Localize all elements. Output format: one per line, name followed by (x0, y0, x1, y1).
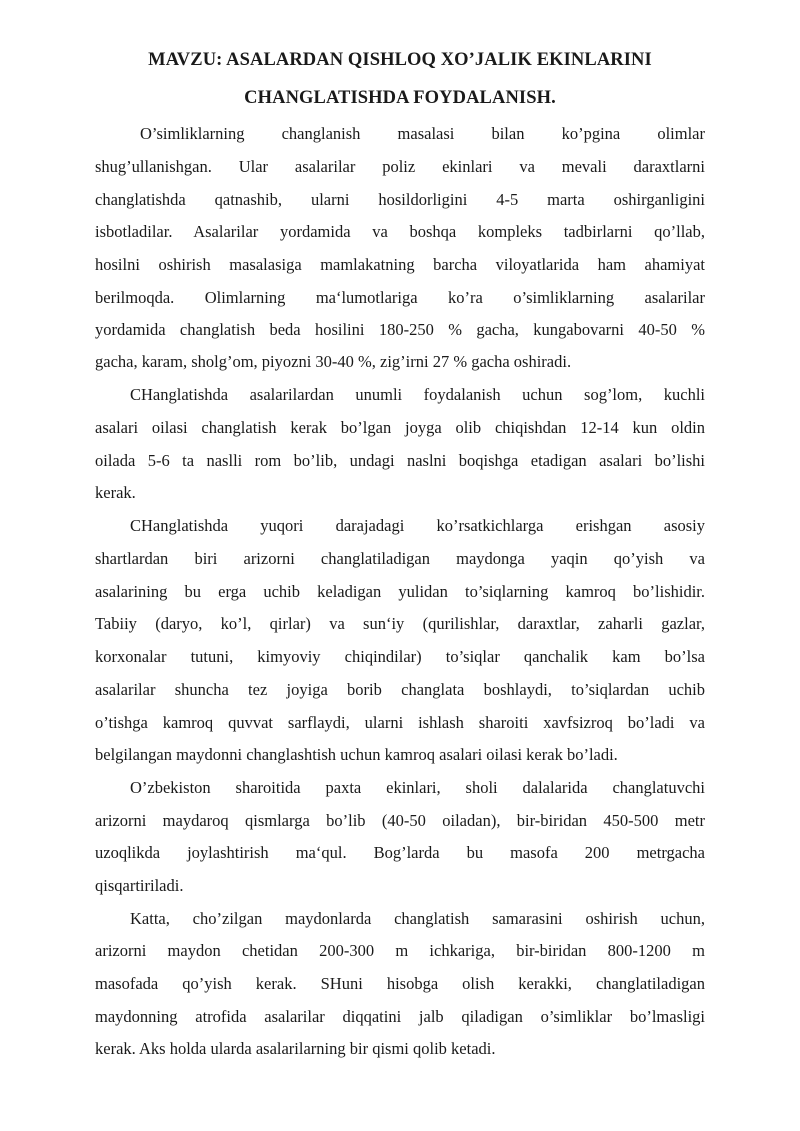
text-line: asalari oilasi changlatish kerak bo’lgan joyga olib chiqishdan 12-14 kun oldin (95, 418, 705, 437)
text-line: maydonning atrofida asalarilar diqqatini jalb qiladigan o’simliklar bo’lmasligi (95, 1007, 705, 1026)
text-line: Tabiiy (daryo, ko’l, qirlar) va sun‘iy (qurilishlar, daraxtlar, zaharli gazlar, (95, 614, 705, 633)
text-line: shartlardan biri arizorni changlatiladigan maydonga yaqin qo’yish va (95, 549, 705, 568)
text-line: O’zbekiston sharoitida paxta ekinlari, sholi dalalarida changlatuvchi (130, 778, 705, 797)
text-line: asalarining bu erga uchib keladigan yulidan to’siqlarning kamroq bo’lishidir. (95, 582, 705, 601)
text-line: O’simliklarning changlanish masalasi bilan ko’pgina olimlar (140, 124, 705, 143)
text-line: Katta, cho’zilgan maydonlarda changlatish samarasini oshirish uchun, (130, 909, 705, 928)
document-title-line-2: CHANGLATISHDA FOYDALANISH. (244, 88, 556, 108)
text-line: oilada 5-6 ta naslli rom bo’lib, undagi naslni boqishga etadigan asalari bo’lishi (95, 451, 705, 470)
text-line: qisqartiriladi. (95, 876, 184, 895)
text-line: kerak. Aks holda ularda asalarilarning bir qismi qolib ketadi. (95, 1039, 496, 1058)
text-line: changlatishda qatnashib, ularni hosildorligini 4-5 marta oshirganligini (95, 190, 705, 209)
text-line: isbotladilar. Asalarilar yordamida va boshqa kompleks tadbirlarni qo’llab, (95, 222, 705, 241)
text-line: korxonalar tutuni, kimyoviy chiqindilar) to’siqlar qanchalik kam bo’lsa (95, 647, 705, 666)
text-line: yordamida changlatish beda hosilini 180-250 % gacha, kungabovarni 40-50 % (95, 320, 705, 339)
text-line: gacha, karam, sholg’om, piyozni 30-40 %, zig’irni 27 % gacha oshiradi. (95, 352, 572, 371)
text-line: CHanglatishda asalarilardan unumli foydalanish uchun sog’lom, kuchli (130, 385, 705, 404)
text-line: o’tishga kamroq quvvat sarflaydi, ularni ishlash sharoiti xavfsizroq bo’ladi va (95, 713, 705, 732)
text-line: arizorni maydaroq qismlarga bo’lib (40-50 oiladan), bir-biridan 450-500 metr (95, 811, 705, 830)
text-line: masofada qo’yish kerak. SHuni hisobga olish kerakki, changlatiladigan (95, 974, 705, 993)
text-line: asalarilar shuncha tez joyiga borib changlata boshlaydi, to’siqlardan uchib (95, 680, 705, 699)
text-line: belgilangan maydonni changlashtish uchun kamroq asalari oilasi kerak bo’ladi. (95, 745, 618, 764)
text-line: hosilni oshirish masalasiga mamlakatning barcha viloyatlarida ham ahamiyat (95, 255, 705, 274)
text-line: kerak. (95, 483, 136, 502)
text-line: arizorni maydon chetidan 200-300 m ichkariga, bir-biridan 800-1200 m (95, 941, 705, 960)
document-title-line-1: MAVZU: ASALARDAN QISHLOQ XO’JALIK EKINLARINI (148, 50, 652, 70)
text-line: CHanglatishda yuqori darajadagi ko’rsatkichlarga erishgan asosiy (130, 516, 705, 535)
text-line: shug’ullanishgan. Ular asalarilar poliz ekinlari va mevali daraxtlarni (95, 157, 705, 176)
text-line: uzoqlikda joylashtirish ma‘qul. Bog’larda bu masofa 200 metrgacha (95, 843, 705, 862)
text-line: berilmoqda. Olimlarning ma‘lumotlariga ko’ra o’simliklarning asalarilar (95, 288, 705, 307)
